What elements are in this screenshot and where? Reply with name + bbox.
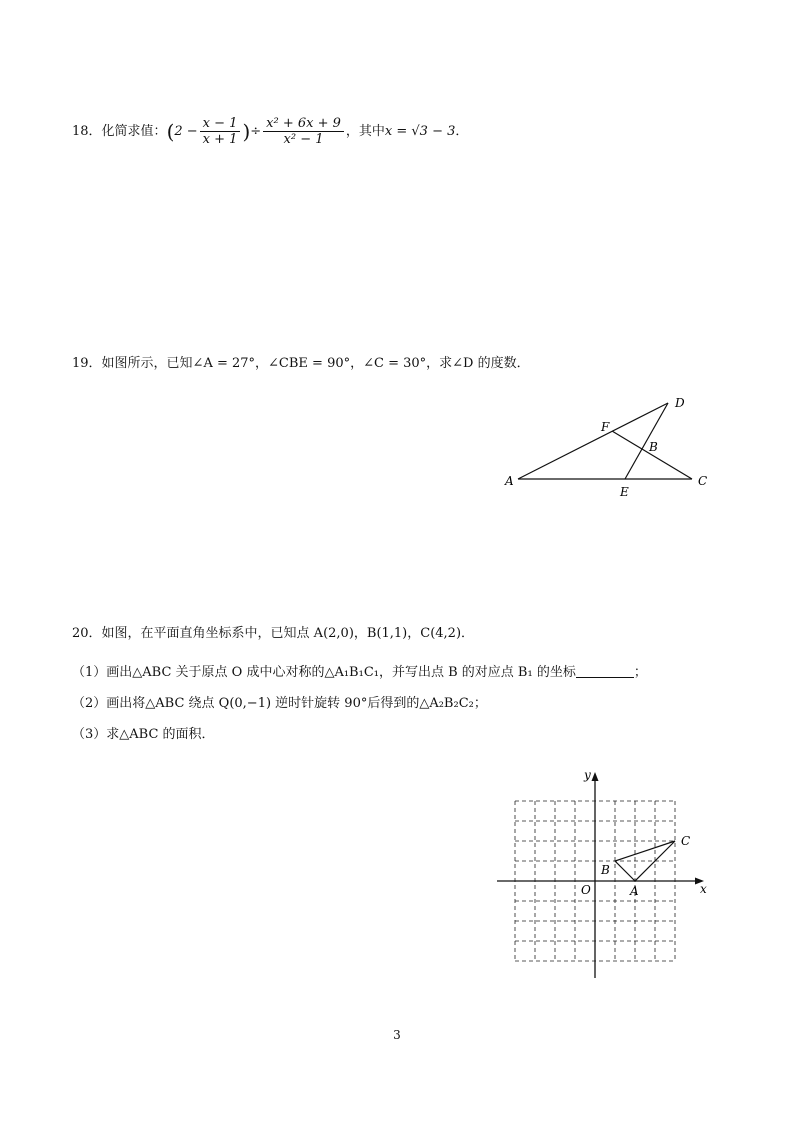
q18-f1-numerator: x − 1	[200, 116, 241, 132]
q19-text: 如图所示，已知∠A = 27°，∠CBE = 90°，∠C = 30°，求∠D 的度数．	[101, 356, 530, 371]
q20-part-1-text: （1）画出△ABC 关于原点 O 成中心对称的△A₁B₁C₁，并写出点 B 的对应点 B₁ 的坐标	[72, 665, 576, 680]
q18-f1-denominator: x + 1	[202, 132, 238, 147]
q18-open-paren: (	[166, 119, 175, 144]
label-C: C	[698, 474, 708, 488]
label-B: B	[649, 440, 658, 454]
y-axis-arrow	[592, 772, 599, 781]
label-D: D	[675, 396, 685, 410]
label-E: E	[620, 485, 629, 499]
origin-label: O	[581, 883, 591, 897]
q18-divide: ÷	[250, 124, 262, 139]
q20-part-1-end: ；	[633, 665, 647, 680]
q18-end: ．	[455, 124, 469, 139]
q19-number: 19．	[72, 356, 102, 371]
q18-prompt: 化简求值：	[101, 124, 167, 139]
point-label-c: C	[681, 834, 691, 848]
q18-where: ，其中	[345, 124, 385, 139]
q20-part-3-text: （3）求△ABC 的面积．	[72, 727, 215, 742]
point-label-b: B	[601, 863, 610, 877]
label-F: F	[601, 420, 610, 434]
q20-text: 如图，在平面直角坐标系中，已知点 A(2,0)，B(1,1)，C(4,2)．	[101, 626, 475, 641]
y-axis-label: y	[584, 768, 591, 782]
q18-condition: x = √3 − 3	[384, 124, 456, 139]
page-number: 3	[393, 1028, 401, 1042]
q18-f2-numerator: x² + 6x + 9	[263, 116, 344, 132]
point-labels	[600, 834, 690, 898]
q18-close-paren: )	[242, 119, 251, 144]
x-axis-label: x	[700, 882, 707, 896]
q20-part-2-text: （2）画出将△ABC 绕点 Q(0,−1) 逆时针旋转 90°后得到的△A₂B₂C₂；	[72, 696, 487, 711]
label-A: A	[505, 474, 514, 488]
q18-number: 18．	[72, 124, 102, 139]
q18-two-minus: 2 −	[174, 124, 198, 139]
q18-f2-denominator: x² − 1	[283, 132, 324, 147]
point-label-a: A	[630, 884, 639, 898]
q20-number: 20．	[72, 626, 102, 641]
